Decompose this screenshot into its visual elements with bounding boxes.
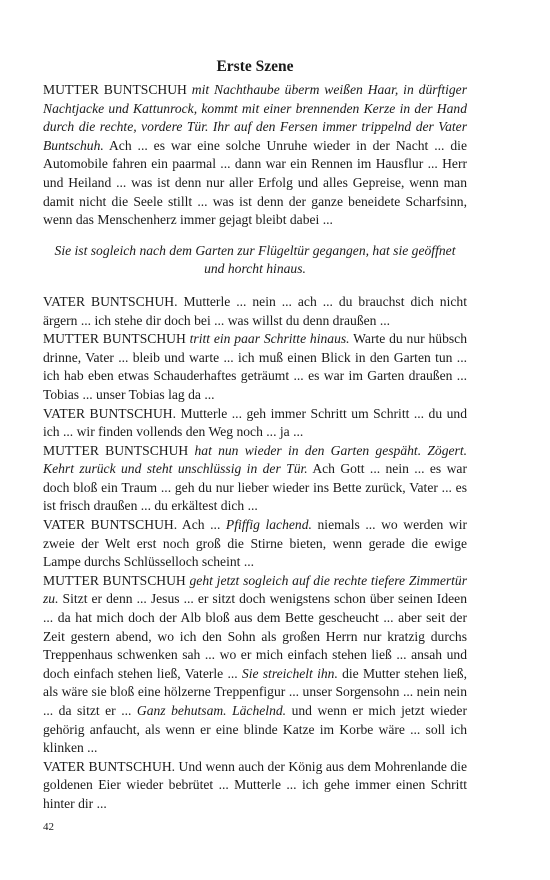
dialogue-text: Ach Gott ... nein ... es war doch bloß ein Traum ... geh du nur lieber wieder ins Bette zurück, Vater ... es ist frisch draußen ... du erkältest dich ... [43,461,467,514]
page-number: 42 [43,821,54,833]
dialogue-text: VATER BUNTSCHUH. Mutterle ... nein ... ach ... du brauchst dich nicht ärgern ... ich stehe dir doch bei ... was willst du denn draußen ... [43,293,467,328]
dialogue-text: Ach ... es war eine solche Unruhe wieder in der Nacht ... die Automobile fahren ein paarmal ... dann war ein Rennen im Hausflur ... Herr und Heiland ... was ist denn nur aller Erfolg und alles Gepreise, wenn man damit nicht die Seele stillt ... was ist denn der ganze beneidete Scharfsinn, wenn das Menschenherz immer gejagt bleibt dabei ... [43,137,467,228]
dialogue-text: Warte du nur hübsch drinne, Vater ... bleib und warte ... ich muß einen Blick in den Garten tun ... ich hab eben etwas Schauderhaftes geträumt ... es war im Garten draußen ... Tobias ... unser Tobias lag da ... [43,331,468,402]
paragraph [43,442,467,516]
play-text [43,81,467,814]
stage-direction [43,242,467,279]
paragraph [43,758,467,814]
dialogue-text: die Mutter stehen ließ, als wäre sie bloß eine hölzerne Treppenfigur ... unser Sorgensohn ... nein nein ... da sitzt er ... [43,665,467,718]
dialogue-text: und wenn er mich jetzt wieder gehörig anfaucht, als wenn er eine blinde Katze im Korbe wäre ... soll ich klinken ... [43,703,467,756]
dialogue-text: MUTTER BUNTSCHUH [43,442,195,458]
dialogue-text: VATER BUNTSCHUH. Und wenn auch der König aus dem Mohrenlande die goldenen Eier wieder bebrütet ... Mutterle ... ich gehe immer einen Schritt hinter dir ... [43,758,467,811]
stage-direction-text: Sie streichelt ihn. [241,665,338,681]
paragraph [43,81,467,230]
dialogue-text: MUTTER BUNTSCHUH [43,82,192,97]
dialogue-text: MUTTER BUNTSCHUH [43,331,190,347]
stage-direction-text: Ganz behutsam. Lächelnd. [136,703,287,718]
paragraph [43,330,467,404]
paragraph [43,516,467,572]
dialogue-text: VATER BUNTSCHUH. Mutterle ... geh immer Schritt um Schritt ... du und ich ... wir finden vollends den Weg noch ... ja ... [43,405,467,440]
stage-direction-text: Pfiffig lachend. [225,517,312,533]
dialogue-text: MUTTER BUNTSCHUH [43,572,190,588]
stage-direction-text: Sie ist sogleich nach dem Garten zur Flügeltür gegangen, hat sie geöffnet und horcht hinaus. [54,242,456,277]
stage-direction-text: tritt ein paar Schritte hinaus. [189,331,350,347]
paragraph [43,293,467,330]
paragraph [43,405,467,442]
dialogue-text: Sitzt er denn ... Jesus ... er sitzt doch wenigstens schon über seinen Ideen ... da hat mich doch der Alb bloß aus dem Bette gescheucht ... aber seit der Zeit gestern abend, wo ich den Sohn als großen Herrn nur kratzig durchs Treppenhaus schwenken sah ... wo er mich einfach stehen ließ ... ansah und doch einfach stehen ließ, Vaterle ... [43,591,467,681]
stage-direction-text: hat nun wieder in den Garten gespäht. Zögert. Kehrt zurück und steht unschlüssig in der Tür. [43,442,467,477]
paragraph [43,572,467,758]
dialogue-text: VATER BUNTSCHUH. Ach ... [43,517,226,533]
scene-heading: Erste Szene [216,58,294,75]
stage-direction-text: mit Nachthaube überm weißen Haar, in dürftiger Nachtjacke und Kattunrock, kommt mit einer brennenden Kerze in der Hand durch die rechte, vordere Tür. Ihr auf den Fersen immer trippelnd der Vater Buntschuh. [43,82,467,153]
stage-direction-text: geht jetzt sogleich auf die rechte tiefere Zimmertür zu. [43,572,468,607]
dialogue-text: niemals ... wo werden wir zweie der Welt erst noch groß die Stirne bieten, wenn gerade die ewige Lampe durchs Schlüsselloch scheint ... [43,517,467,570]
